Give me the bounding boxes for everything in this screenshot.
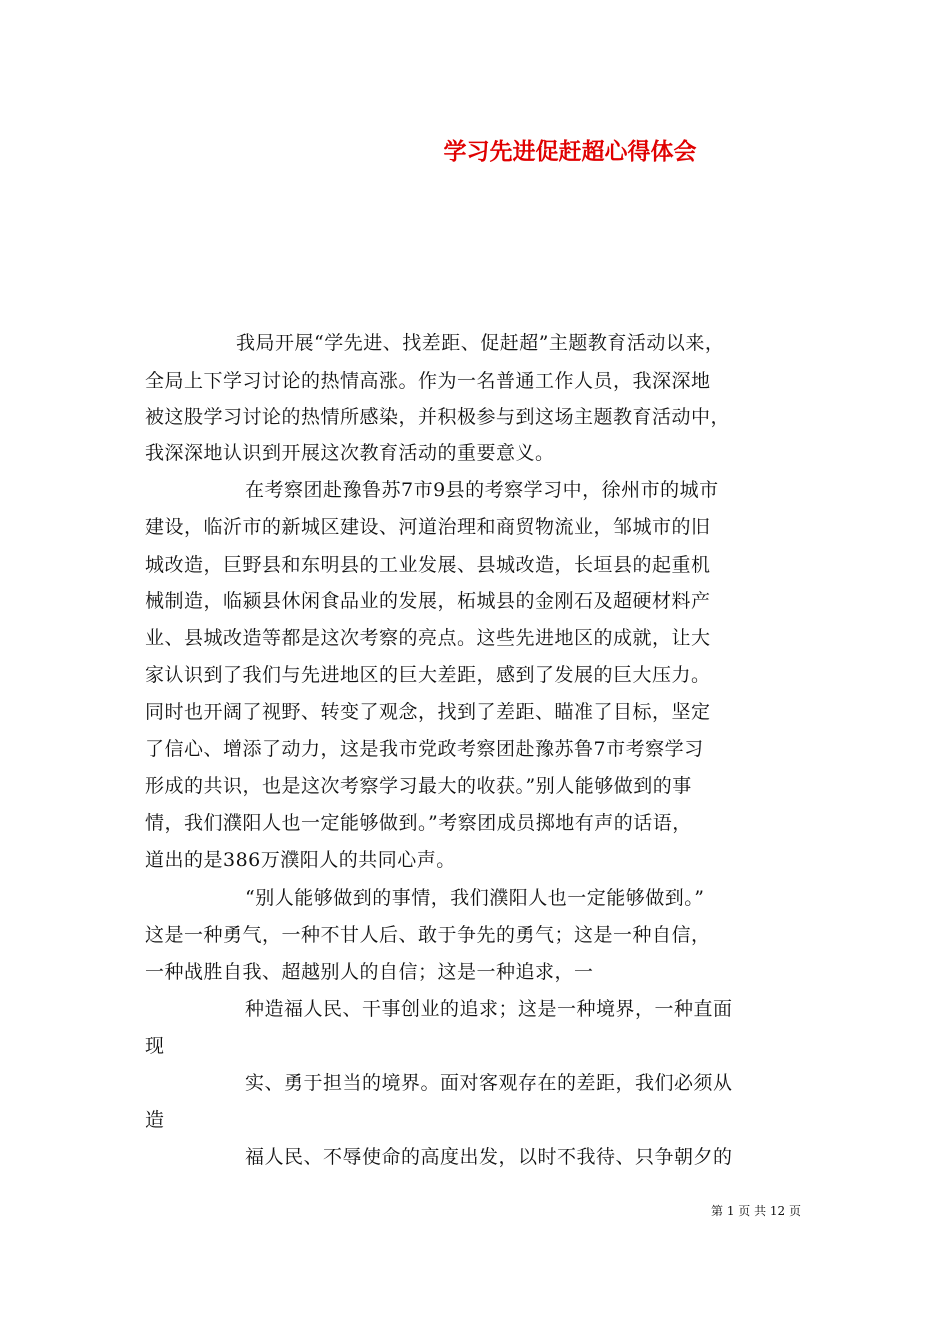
text-line: 业、县城改造等都是这次考察的亮点。这些先进地区的成就，让大 bbox=[145, 627, 711, 649]
text-line: 造 bbox=[145, 1109, 165, 1131]
text-line: 这是一种勇气，一种不甘人后、敢于争先的勇气；这是一种自信， bbox=[145, 924, 711, 946]
text-line: 现 bbox=[145, 1035, 165, 1057]
text-line: 我深深地认识到开展这次教育活动的重要意义。 bbox=[145, 442, 555, 464]
text-line: 全局上下学习讨论的热情高涨。作为一名普通工作人员，我深深地 bbox=[145, 370, 711, 392]
text-line: 一种战胜自我、超越别人的自信；这是一种追求，一 bbox=[145, 961, 594, 983]
text-line: “别人能够做到的事情，我们濮阳人也一定能够做到。” bbox=[245, 887, 705, 909]
text-line: 械制造，临颍县休闲食品业的发展，柘城县的金刚石及超硬材料产 bbox=[145, 590, 711, 612]
text-line: 道出的是386万濮阳人的共同心声。 bbox=[145, 849, 456, 871]
text-line: 了信心、增添了动力，这是我市党政考察团赴豫苏鲁7市考察学习 bbox=[145, 738, 704, 760]
text-line: 我局开展“学先进、找差距、促赶超”主题教育活动以来， bbox=[236, 332, 725, 354]
text-line: 情，我们濮阳人也一定能够做到。”考察团成员掷地有声的话语， bbox=[145, 812, 692, 834]
document-title: 学习先进促赶超心得体会 bbox=[443, 138, 697, 165]
text-line: 种造福人民、干事创业的追求；这是一种境界，一种直面 bbox=[245, 998, 733, 1020]
text-line: 建设，临沂市的新城区建设、河道治理和商贸物流业，邹城市的旧 bbox=[145, 516, 711, 538]
text-line: 家认识到了我们与先进地区的巨大差距，感到了发展的巨大压力。 bbox=[145, 664, 711, 686]
text-line: 城改造，巨野县和东明县的工业发展、县城改造，长垣县的起重机 bbox=[145, 554, 711, 576]
text-line: 被这股学习讨论的热情所感染，并积极参与到这场主题教育活动中， bbox=[145, 406, 731, 428]
text-line: 形成的共识，也是这次考察学习最大的收获。”别人能够做到的事 bbox=[145, 775, 692, 797]
text-line: 在考察团赴豫鲁苏7市9县的考察学习中，徐州市的城市 bbox=[245, 479, 719, 501]
text-line: 同时也开阔了视野、转变了观念，找到了差距、瞄准了目标，坚定 bbox=[145, 701, 711, 723]
page-number: 第 1 页 共 12 页 bbox=[711, 1204, 801, 1218]
text-line: 实、勇于担当的境界。面对客观存在的差距，我们必须从 bbox=[245, 1072, 733, 1094]
text-line: 福人民、不辱使命的高度出发，以时不我待、只争朝夕的 bbox=[245, 1146, 733, 1168]
